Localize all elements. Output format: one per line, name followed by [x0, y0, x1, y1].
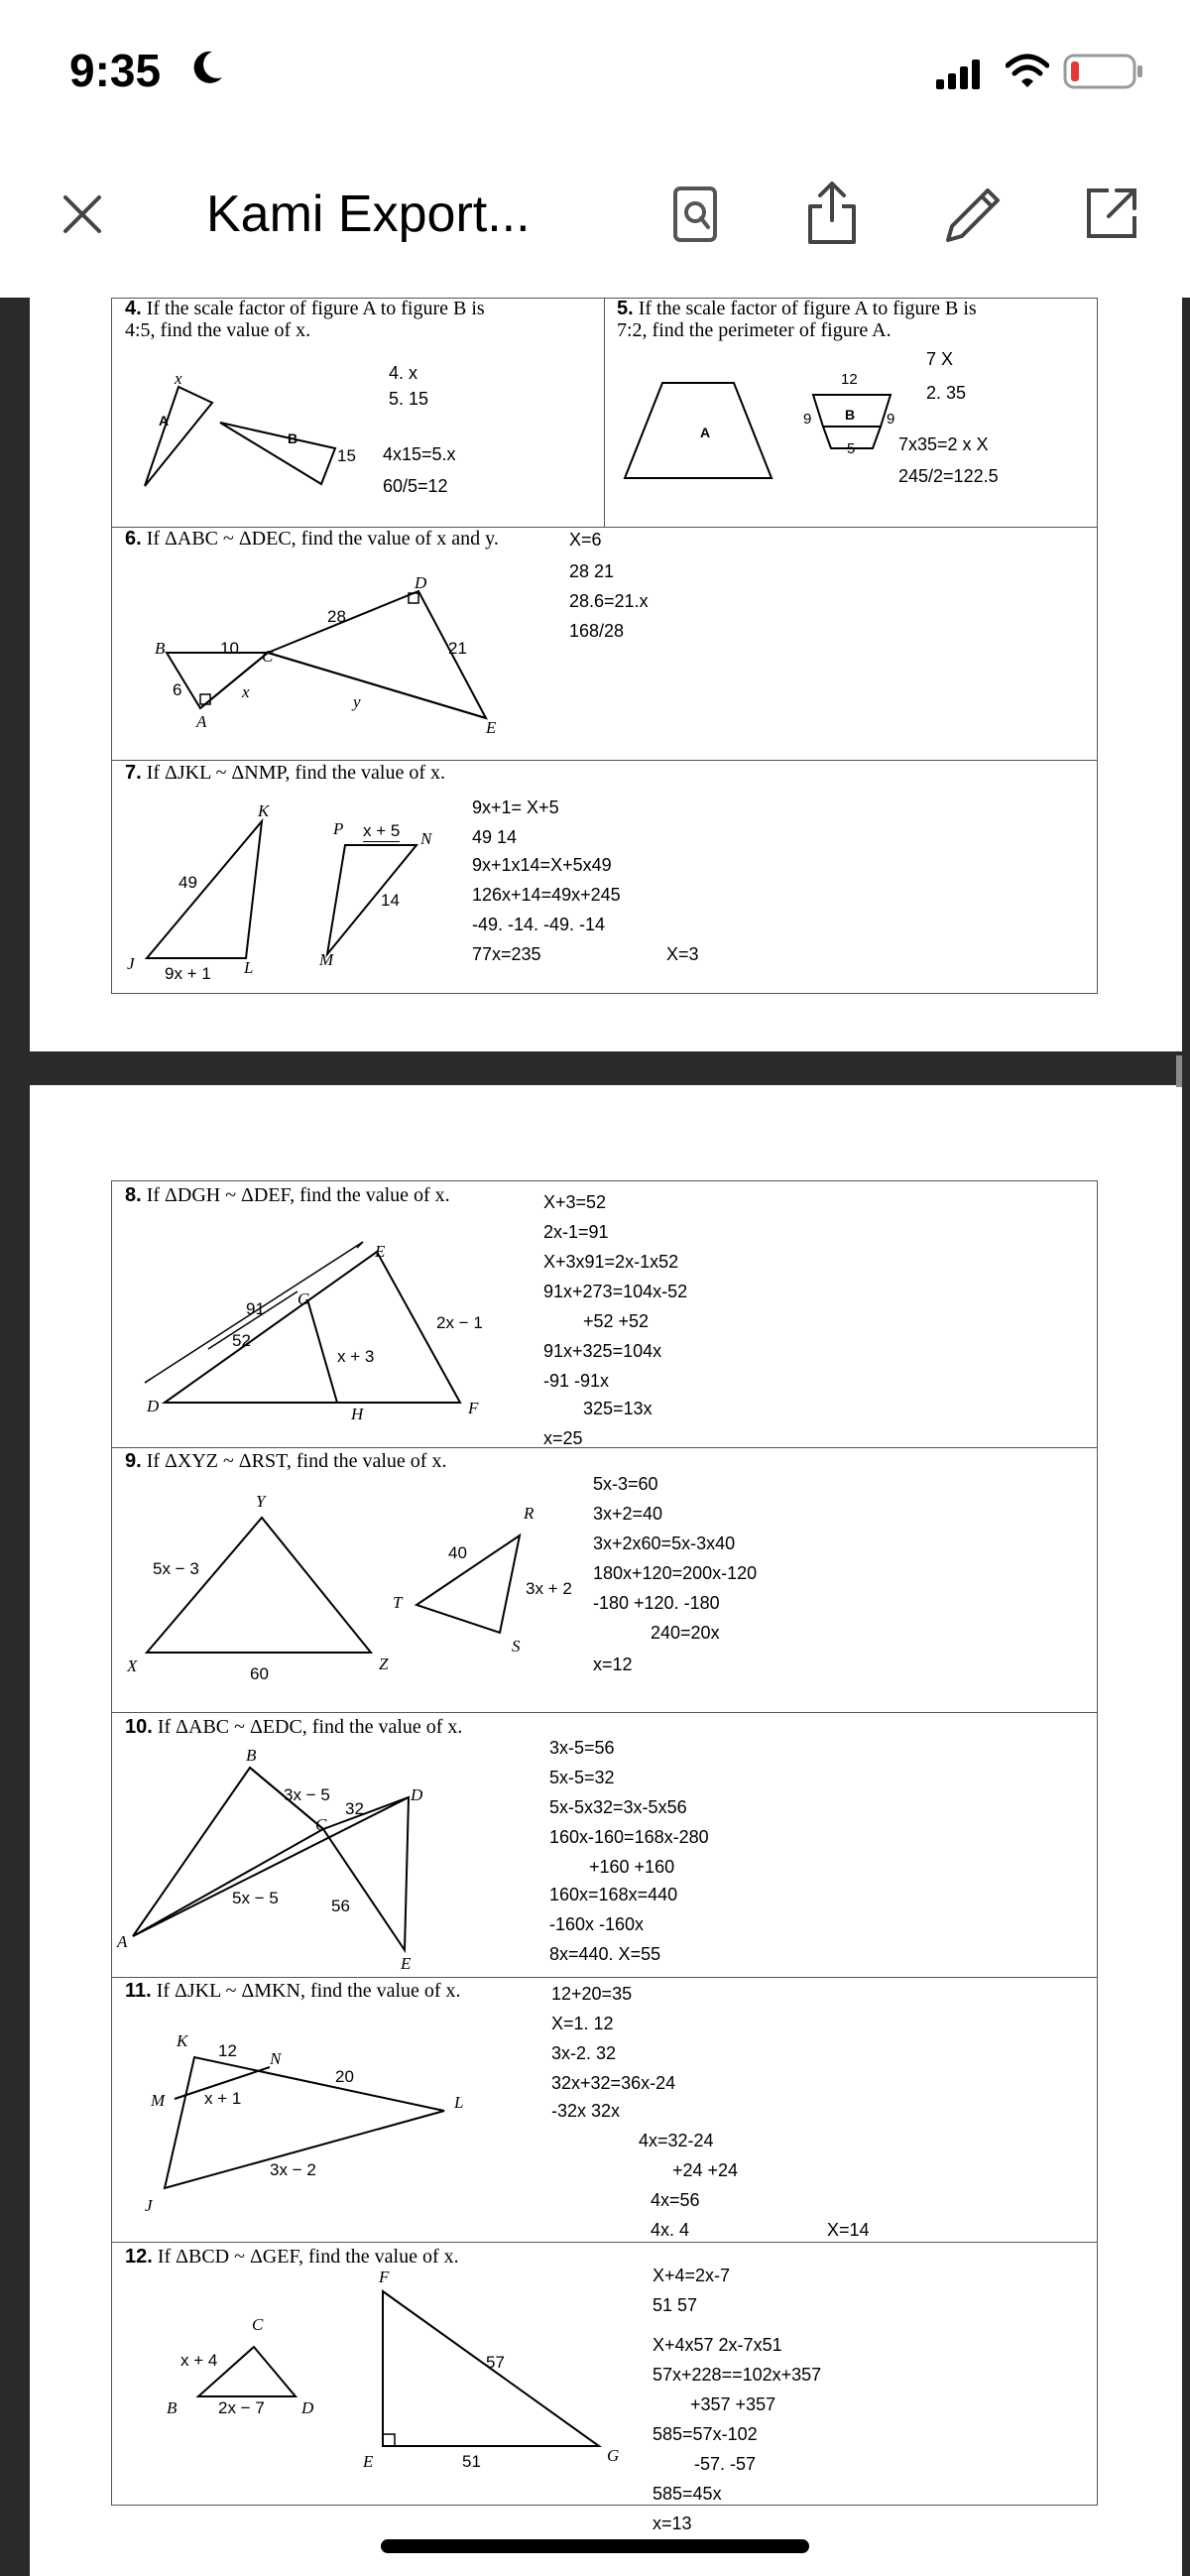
label-e: E [486, 718, 497, 737]
label-x-plus-4: x + 4 [180, 2351, 218, 2370]
label-l: L [454, 2093, 464, 2112]
label-14: 14 [381, 891, 400, 910]
handwritten-step: +160 +160 [589, 1857, 675, 1877]
label-9: 9 [887, 411, 895, 428]
label-57: 57 [486, 2353, 505, 2372]
label-a: A [117, 1932, 128, 1951]
handwritten-step: X+4=2x-7 [653, 2266, 731, 2285]
handwritten-step: -57. -57 [694, 2454, 757, 2474]
label-x: X [127, 1656, 138, 1675]
label-b: B [845, 407, 856, 423]
handwritten-step: 51 57 [653, 2295, 698, 2315]
label-91: 91 [246, 1299, 265, 1318]
handwritten-answer: X=14 [827, 2220, 870, 2240]
label-x: x [242, 682, 250, 701]
label-40: 40 [448, 1543, 467, 1562]
handwritten-step: x=12 [593, 1655, 633, 1674]
label-21: 21 [448, 639, 467, 658]
label-l: L [244, 958, 254, 977]
problem-12-prompt: 12. If ΔBCD ~ ΔGEF, find the value of x. [125, 2246, 459, 2268]
label-k: K [177, 2031, 188, 2050]
label-60: 60 [250, 1664, 269, 1683]
handwritten-step: 3x-2. 32 [551, 2043, 617, 2063]
handwritten-step: 77x=235 [472, 944, 541, 964]
label-20: 20 [335, 2067, 354, 2086]
label-d: D [301, 2398, 314, 2417]
status-time: 9:35 [69, 45, 162, 96]
label-b: B [167, 2398, 178, 2417]
handwritten-step: 5x-3=60 [593, 1474, 658, 1494]
handwritten-step: x=25 [543, 1428, 583, 1448]
handwritten-step: x=13 [653, 2514, 692, 2533]
label-5x-minus-5: 5x − 5 [232, 1889, 279, 1907]
label-c: C [252, 2315, 264, 2334]
document-title: Kami Export... [206, 185, 531, 243]
problem-4-prompt: 4. If the scale factor of figure A to figure B is 4:5, find the value of x. [125, 298, 485, 341]
label-f: F [468, 1399, 479, 1417]
handwritten-step: 9x+1x14=X+5x49 [472, 855, 612, 875]
label-g: G [298, 1289, 310, 1308]
handwritten-step: 9x+1= X+5 [472, 797, 559, 817]
label-x-plus-5: x + 5 [363, 821, 401, 840]
label-3x-minus-5: 3x − 5 [284, 1785, 330, 1804]
label-r: R [524, 1504, 535, 1523]
handwritten-step: X+3x91=2x-1x52 [543, 1252, 679, 1272]
home-indicator[interactable] [381, 2539, 809, 2553]
handwritten-step: 28.6=21.x [569, 591, 649, 611]
handwritten-step: 240=20x [651, 1623, 720, 1643]
handwritten-step: 3x+2x60=5x-3x40 [593, 1533, 736, 1553]
handwritten-step: 4x15=5.x [383, 444, 456, 464]
label-e: E [375, 1242, 386, 1261]
label-49: 49 [178, 873, 197, 892]
label-5x-minus-3: 5x − 3 [153, 1559, 199, 1578]
label-12: 12 [218, 2041, 237, 2060]
label-6: 6 [173, 680, 182, 699]
problem-6-prompt: 6. If ΔABC ~ ΔDEC, find the value of x and y. [125, 528, 499, 550]
label-9: 9 [803, 411, 812, 428]
problem-11-prompt: 11. If ΔJKL ~ ΔMKN, find the value of x. [125, 1980, 461, 2002]
label-56: 56 [331, 1897, 350, 1915]
handwritten-step: 7x35=2 x X [898, 434, 989, 454]
label-51: 51 [462, 2452, 481, 2471]
handwritten-answer: X=3 [666, 944, 699, 964]
handwritten-step: 7 X [926, 349, 954, 369]
label-f: F [379, 2268, 390, 2286]
label-d: D [415, 573, 427, 592]
label-28: 28 [327, 607, 346, 626]
label-p: P [333, 819, 344, 838]
handwritten-step: 325=13x [583, 1399, 653, 1418]
label-y: y [353, 692, 361, 711]
handwritten-step: 5. 15 [389, 389, 429, 409]
handwritten-step: 160x-160=168x-280 [549, 1827, 709, 1847]
handwritten-step: 585=57x-102 [653, 2424, 758, 2444]
handwritten-step: 8x=440. X=55 [549, 1944, 661, 1964]
label-j: J [145, 2196, 153, 2215]
label-10: 10 [220, 639, 239, 658]
handwritten-step: +52 +52 [583, 1311, 650, 1331]
handwritten-step: 4. x [389, 363, 418, 383]
handwritten-step: -160x -160x [549, 1914, 645, 1934]
handwritten-step: X=1. 12 [551, 2014, 614, 2033]
handwritten-step: 91x+325=104x [543, 1341, 662, 1361]
problem-10-prompt: 10. If ΔABC ~ ΔEDC, find the value of x. [125, 1716, 463, 1738]
label-y: Y [256, 1492, 266, 1511]
label-g: G [607, 2446, 620, 2465]
handwritten-step: 2. 35 [926, 383, 967, 403]
handwritten-step: 2x-1=91 [543, 1222, 609, 1242]
handwritten-step: 160x=168x=440 [549, 1885, 678, 1904]
label-a: A [196, 712, 207, 731]
label-32: 32 [345, 1799, 364, 1818]
problem-9-prompt: 9. If ΔXYZ ~ ΔRST, find the value of x. [125, 1450, 447, 1472]
handwritten-step: 585=45x [653, 2484, 722, 2504]
handwritten-step: X+3=52 [543, 1192, 607, 1212]
handwritten-step: 32x+32=36x-24 [551, 2073, 676, 2093]
label-15: 15 [337, 446, 356, 465]
label-t: T [393, 1593, 403, 1612]
label-n: N [420, 829, 432, 848]
handwritten-step: 245/2=122.5 [898, 466, 999, 486]
label-3x-plus-2: 3x + 2 [526, 1579, 572, 1598]
label-e: E [401, 1954, 412, 1973]
handwritten-step: 5x-5=32 [549, 1768, 615, 1787]
label-2x-minus-7: 2x − 7 [218, 2398, 265, 2417]
label-b: B [246, 1746, 257, 1765]
handwritten-step: 28 21 [569, 561, 615, 581]
label-x-plus-1: x + 1 [204, 2089, 242, 2108]
label-s: S [512, 1637, 521, 1656]
handwritten-step: +357 +357 [690, 2394, 776, 2414]
problem-8-prompt: 8. If ΔDGH ~ ΔDEF, find the value of x. [125, 1184, 450, 1206]
handwritten-step: 49 14 [472, 827, 518, 847]
label-5: 5 [847, 440, 856, 457]
handwritten-step: 3x+2=40 [593, 1504, 663, 1524]
label-n: N [270, 2049, 282, 2068]
label-12: 12 [841, 371, 858, 388]
handwritten-step: 168/28 [569, 621, 625, 641]
label-52: 52 [232, 1331, 251, 1350]
handwritten-step: 180x+120=200x-120 [593, 1563, 758, 1583]
handwritten-step: 5x-5x32=3x-5x56 [549, 1797, 687, 1817]
handwritten-step: -49. -14. -49. -14 [472, 915, 606, 934]
label-e: E [363, 2452, 374, 2471]
handwritten-step: 57x+228==102x+357 [653, 2365, 822, 2385]
label-d: D [147, 1397, 160, 1415]
label-d: D [411, 1785, 423, 1804]
label-a: A [159, 413, 170, 429]
label-j: J [127, 954, 135, 973]
label-b: B [288, 430, 298, 446]
handwritten-step: X+4x57 2x-7x51 [653, 2335, 782, 2355]
handwritten-step: X=6 [569, 530, 602, 550]
handwritten-step: -32x 32x [551, 2101, 621, 2121]
handwritten-step: 126x+14=49x+245 [472, 885, 621, 905]
handwritten-step: 4x=56 [651, 2190, 700, 2210]
label-m: M [319, 950, 334, 969]
label-k: K [258, 801, 270, 820]
label-9x-plus-1: 9x + 1 [165, 964, 211, 983]
handwritten-step: -91 -91x [543, 1371, 610, 1391]
label-x-plus-3: x + 3 [337, 1347, 375, 1366]
handwritten-step: -180 +120. -180 [593, 1593, 720, 1613]
handwritten-step: 60/5=12 [383, 476, 448, 496]
label-h: H [351, 1405, 364, 1423]
handwritten-step: 12+20=35 [551, 1984, 633, 2004]
handwritten-step: 4x=32-24 [639, 2131, 714, 2150]
handwritten-step: 91x+273=104x-52 [543, 1282, 688, 1301]
label-m: M [151, 2091, 166, 2110]
handwritten-step: 3x-5=56 [549, 1738, 615, 1758]
problem-7-prompt: 7. If ΔJKL ~ ΔNMP, find the value of x. [125, 762, 446, 784]
label-c: C [315, 1815, 327, 1834]
label-z: Z [379, 1655, 389, 1673]
handwritten-step: 4x. 4 [651, 2220, 690, 2240]
handwritten-step: +24 +24 [672, 2160, 739, 2180]
label-c: C [262, 647, 274, 666]
label-x: x [175, 369, 182, 388]
label-a: A [700, 425, 711, 440]
label-2x-minus-1: 2x − 1 [436, 1313, 483, 1332]
label-b: B [155, 639, 166, 658]
problem-5-prompt: 5. If the scale factor of figure A to figure B is 7:2, find the perimeter of figure A. [617, 298, 977, 341]
label-3x-minus-2: 3x − 2 [270, 2160, 316, 2179]
